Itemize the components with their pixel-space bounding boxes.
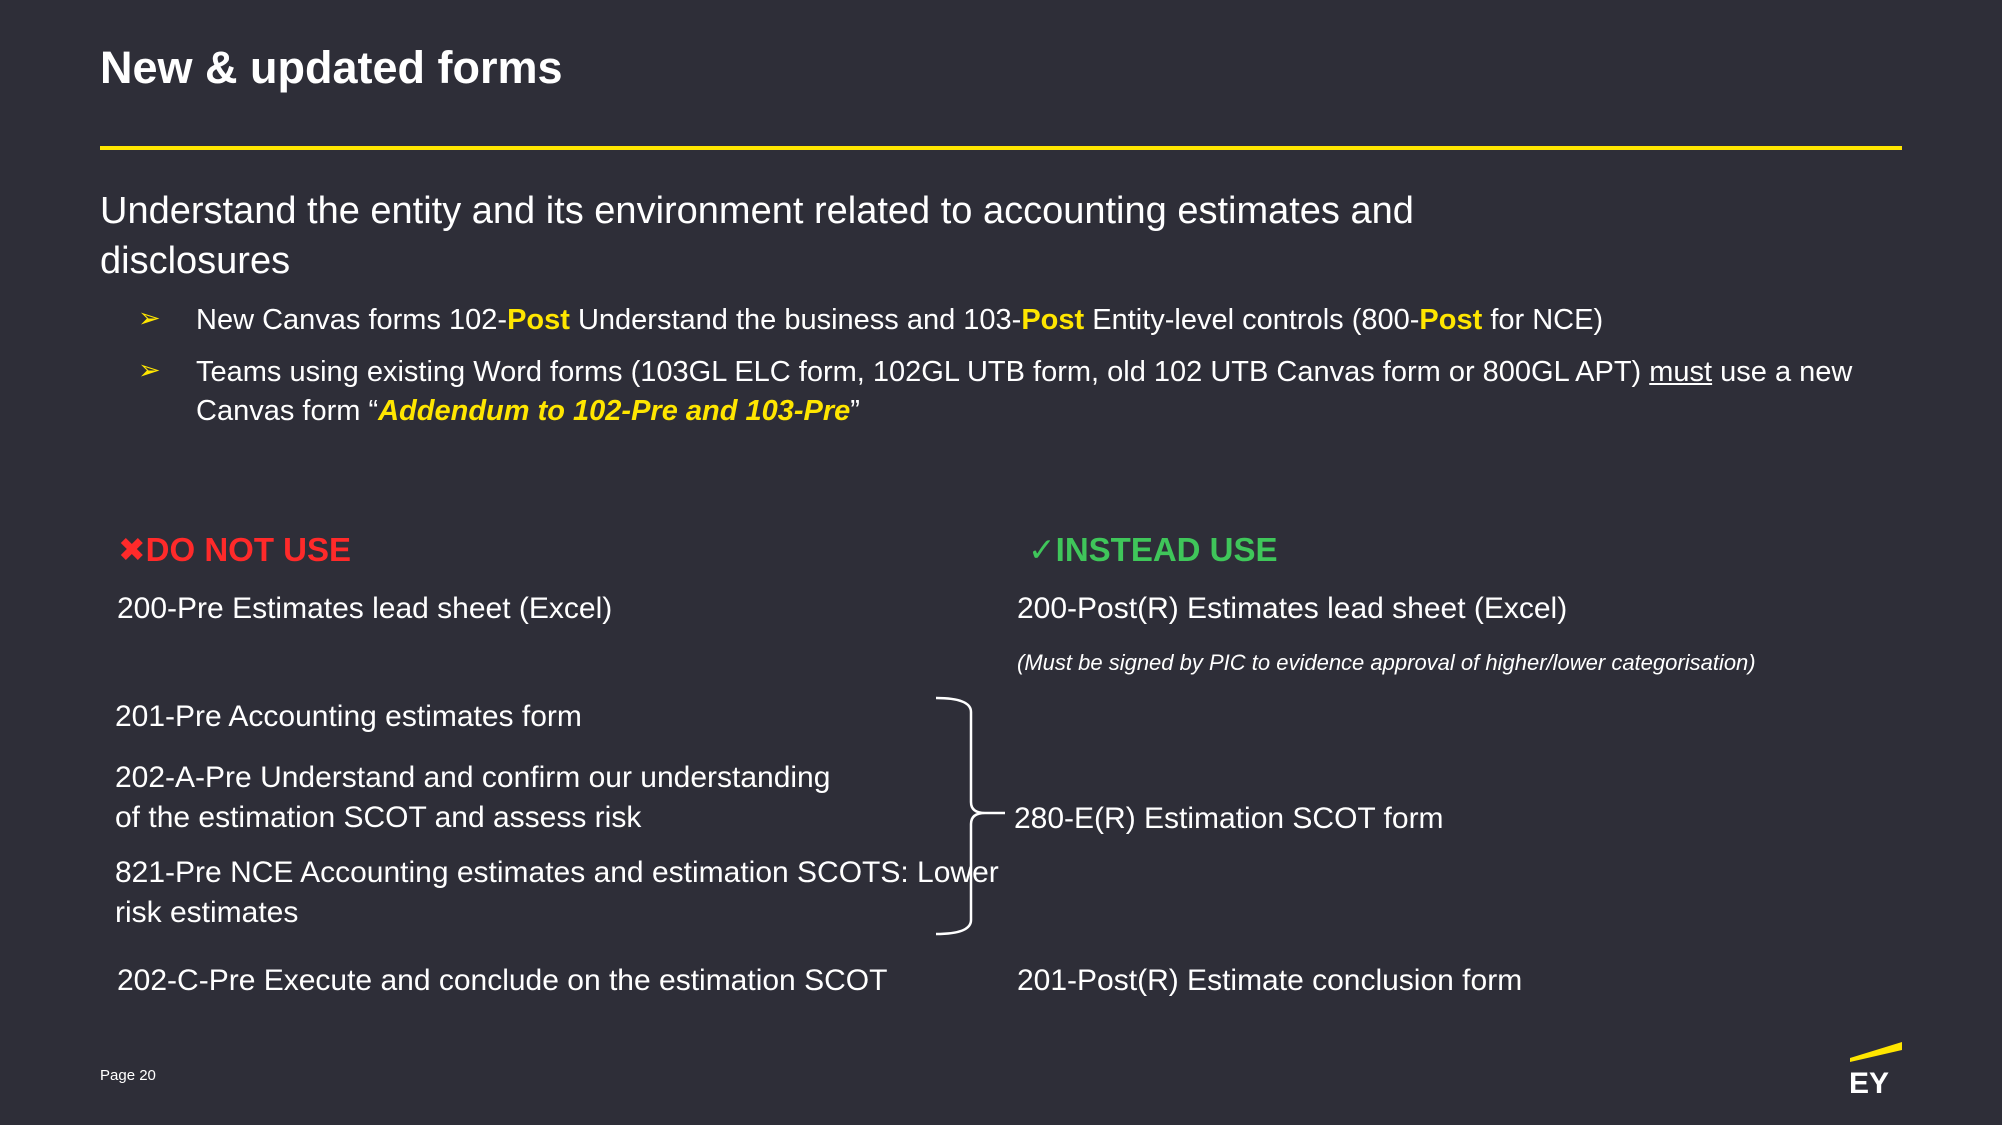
ey-logo-text: EY [1849, 1067, 1890, 1100]
bullet-arrow-icon: ➢ [138, 303, 161, 333]
section-subtitle: Understand the entity and its environment related to accounting estimates and disclosures [100, 190, 1414, 282]
must-underlined: must [1649, 356, 1713, 388]
bullet-text: for NCE) [1482, 304, 1604, 336]
new-form-item: 201-Post(R) Estimate conclusion form [1017, 964, 1523, 997]
bullet-text: New Canvas forms 102- [196, 304, 508, 336]
old-form-item: 821-Pre NCE Accounting estimates and estimation SCOTS: Lower risk estimates [115, 856, 999, 929]
new-form-item: 200-Post(R) Estimates lead sheet (Excel) [1017, 592, 1568, 625]
instead-use-heading [1028, 530, 1278, 569]
post-highlight: Post [507, 304, 570, 336]
old-form-item: 202-A-Pre Understand and confirm our understanding of the estimation SCOT and assess risk [115, 761, 831, 834]
instead-use-label: INSTEAD USE [1055, 531, 1278, 568]
do-not-use-label: DO NOT USE [145, 531, 352, 568]
bullet-arrow-icon: ➢ [138, 355, 161, 385]
old-form-item: 202-C-Pre Execute and conclude on the estimation SCOT [117, 964, 888, 997]
page-number: Page 20 [100, 1067, 156, 1084]
old-form-item: 200-Pre Estimates lead sheet (Excel) [117, 592, 613, 625]
signature-note: (Must be signed by PIC to evidence approval of higher/lower categorisation) [1017, 650, 1756, 675]
bullet-text: use a new Canvas form “ [196, 356, 1853, 427]
post-highlight: Post [1021, 304, 1085, 336]
bullet-text: ” [850, 395, 860, 427]
post-highlight: Post [1419, 304, 1483, 336]
new-form-item: 280-E(R) Estimation SCOT form [1014, 802, 1444, 835]
check-mark-icon: ✓ [1028, 531, 1056, 568]
addendum-form-name: Addendum to 102-Pre and 103-Pre [378, 395, 851, 427]
ey-logo [1848, 1040, 1904, 1100]
bullet-text: Understand the business and 103- [569, 304, 1022, 336]
bullet-text: Teams using existing Word forms (103GL ELC form, 102GL UTB form, old 102 UTB Canvas form or 800GL APT) [196, 356, 1650, 388]
old-form-item: 201-Pre Accounting estimates form [115, 700, 582, 733]
bullet-text: Entity-level controls (800- [1084, 304, 1420, 336]
x-cross-icon: ✖ [118, 531, 146, 568]
page-title: New & updated forms [100, 42, 563, 93]
